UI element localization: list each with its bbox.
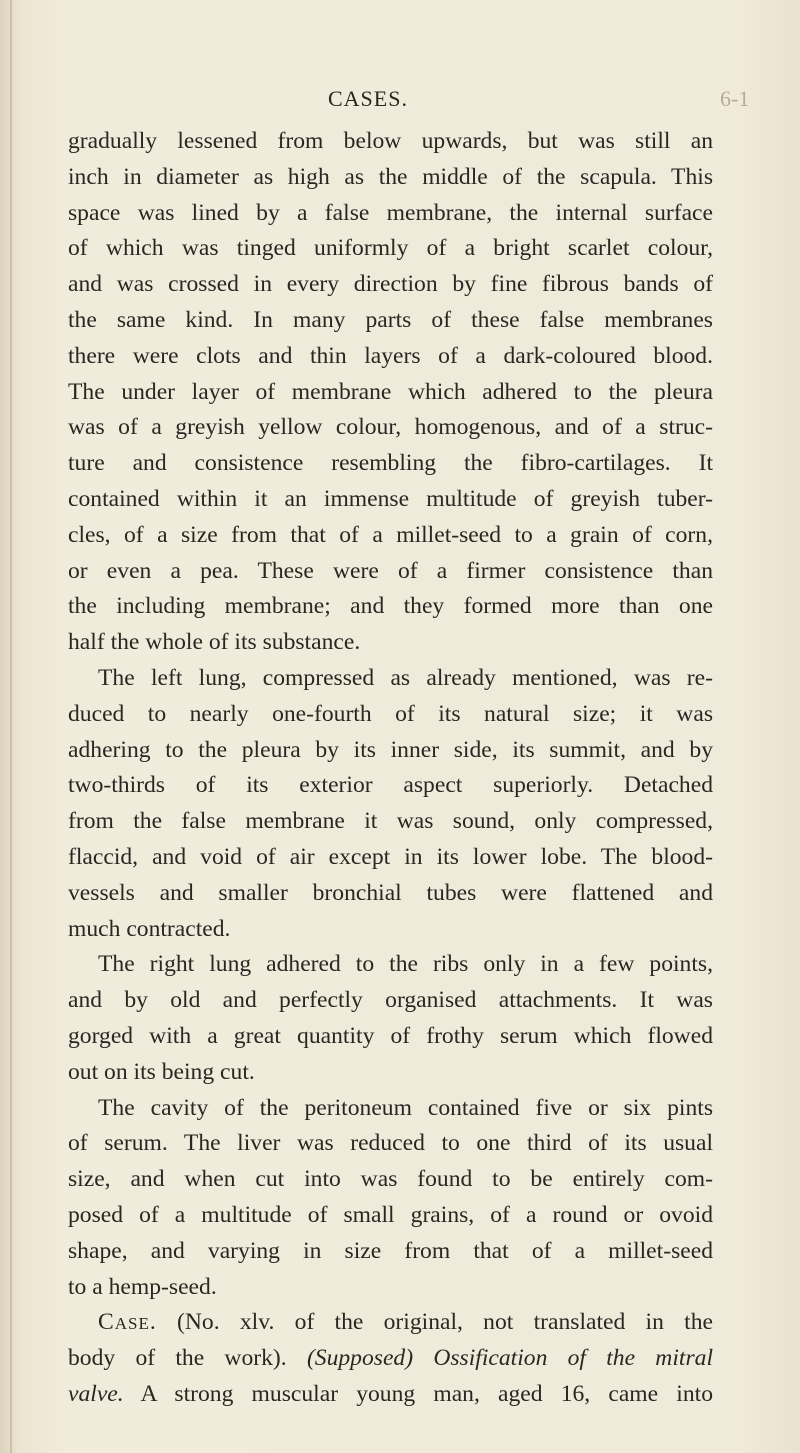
text-line: of serum. The liver was reduced to one third of its usual <box>68 1130 713 1157</box>
text-line: the including membrane; and they formed more than one <box>68 593 713 620</box>
text-line: out on its being cut. <box>68 1058 255 1085</box>
body-text <box>68 124 713 1413</box>
case-label: Case. <box>98 1309 157 1336</box>
text-line: the same kind. In many parts of these false membranes <box>68 306 713 333</box>
text-line <box>68 1341 713 1377</box>
text-line: inch in diameter as high as the middle of the scapula. This <box>68 163 713 190</box>
case-title-end: valve. <box>68 1380 124 1407</box>
text-line: vessels and smaller bronchial tubes were flattened and <box>68 879 713 906</box>
text-line: posed of a multitude of small grains, of a round or ovoid <box>68 1201 713 1228</box>
text-line: half the whole of its substance. <box>68 629 361 656</box>
text-line: of which was tinged uniformly of a bright scarlet colour, <box>68 235 713 262</box>
text-line: The right lung adhered to the ribs only in a few points, <box>98 951 713 978</box>
text-line: The cavity of the peritoneum contained five or six pints <box>98 1094 713 1121</box>
text-line: gorged with a great quantity of frothy serum which flowed <box>68 1022 713 1049</box>
text-line: adhering to the pleura by its inner side, its summit, and by <box>68 736 713 763</box>
text-line: to a hemp-seed. <box>68 1273 217 1300</box>
case-title: (Supposed) Ossification of the mitral <box>306 1345 713 1372</box>
text-line: space was lined by a false membrane, the internal surface <box>68 199 713 226</box>
page-spine-edge <box>10 0 12 1453</box>
text-line: two-thirds of its exterior aspect superiorly. Detached <box>68 772 713 799</box>
text-line: was of a greyish yellow colour, homogenous, and of a struc- <box>68 414 713 441</box>
text-line: contained within it an immense multitude of greyish tuber- <box>68 485 713 512</box>
text-line: from the false membrane it was sound, only compressed, <box>68 808 713 835</box>
text-line: ture and consistence resembling the fibro-cartilages. It <box>68 450 713 477</box>
text-line: The under layer of membrane which adhered to the pleura <box>68 378 713 405</box>
case-text: A strong muscular young man, aged 16, came into <box>123 1380 713 1407</box>
text-line: and was crossed in every direction by fine fibrous bands of <box>68 271 713 298</box>
text-line: flaccid, and void of air except in its lower lobe. The blood- <box>68 843 713 870</box>
text-line: shape, and varying in size from that of a millet-seed <box>68 1237 713 1264</box>
text-line: size, and when cut into was found to be entirely com- <box>68 1166 713 1193</box>
text-line: there were clots and thin layers of a dark-coloured blood. <box>68 342 713 369</box>
text-line: duced to nearly one-fourth of its natural size; it was <box>68 700 713 727</box>
case-intro: (No. xlv. of the original, not translated in the <box>156 1309 713 1336</box>
text-line <box>68 1305 713 1341</box>
text-line: The left lung, compressed as already mentioned, was re- <box>98 664 713 691</box>
case-source: body of the work). <box>68 1345 287 1372</box>
text-line: gradually lessened from below upwards, but was still an <box>68 128 713 154</box>
header-title: CASES. <box>328 86 408 111</box>
page-number: 6-1 <box>720 86 750 111</box>
text-line: cles, of a size from that of a millet-seed to a grain of corn, <box>68 521 713 548</box>
text-line: much contracted. <box>68 915 231 942</box>
text-line: and by old and perfectly organised attachments. It was <box>68 987 713 1014</box>
running-header <box>0 86 800 112</box>
text-line <box>68 1377 713 1413</box>
text-line: or even a pea. These were of a firmer consistence than <box>68 557 713 584</box>
